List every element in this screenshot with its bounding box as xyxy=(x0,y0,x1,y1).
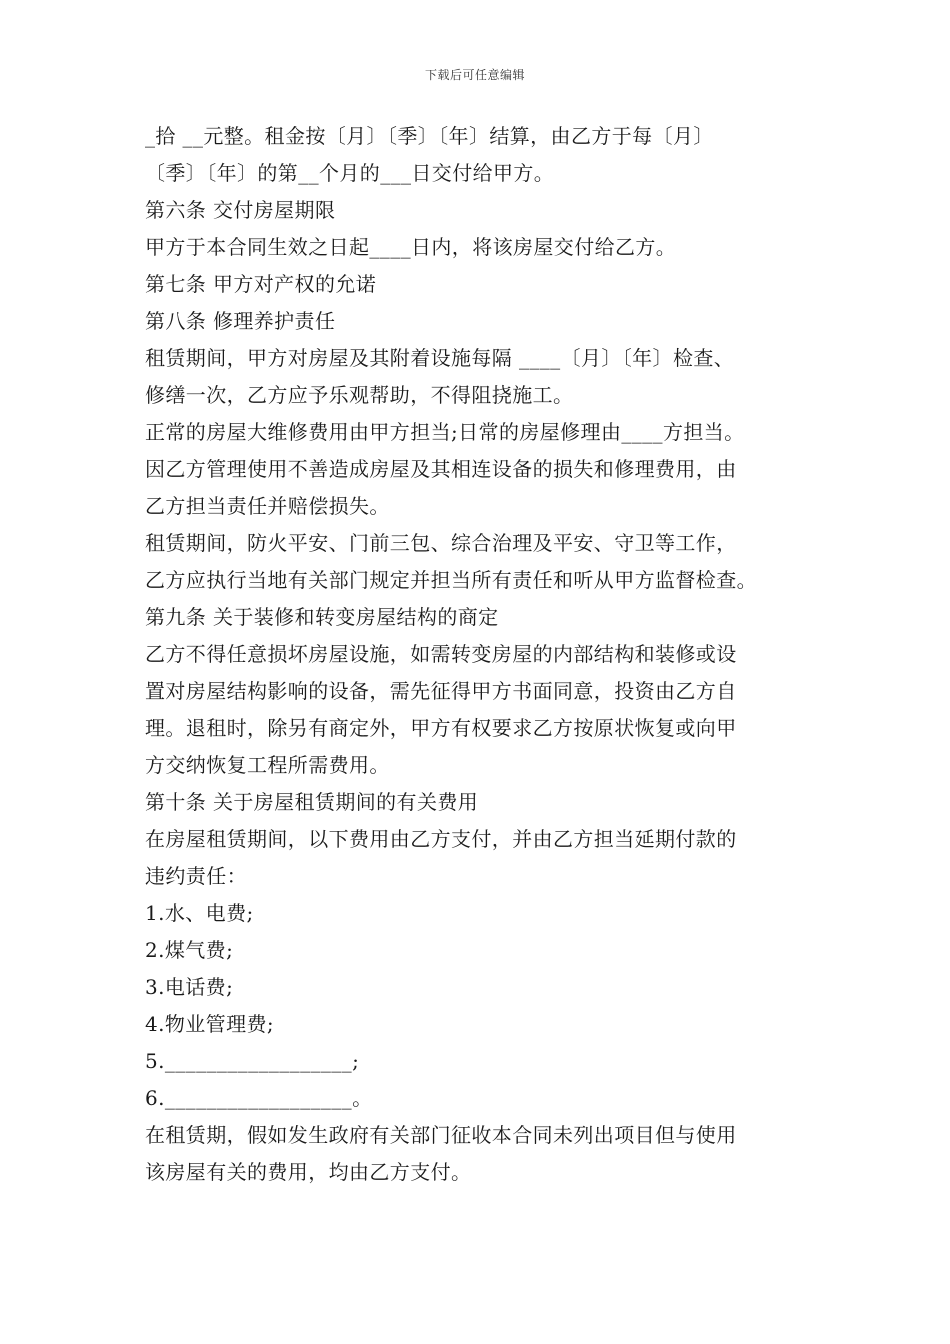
text-line: 租赁期间，防火平安、门前三包、综合治理及平安、守卫等工作， xyxy=(145,531,737,555)
text-line: 〔季〕〔年〕的第__个月的___日交付给甲方。 xyxy=(145,161,555,185)
list-item: 5.__________________; xyxy=(145,1049,360,1073)
text-line: 乙方应执行当地有关部门规定并担当所有责任和听从甲方监督检查。 xyxy=(145,568,757,592)
text-line: _拾 __元整。租金按〔月〕〔季〕〔年〕结算，由乙方于每〔月〕 xyxy=(145,124,714,148)
text-line: 置对房屋结构影响的设备，需先征得甲方书面同意，投资由乙方自 xyxy=(145,679,737,703)
list-item: 6.__________________。 xyxy=(145,1086,373,1110)
section-heading: 第九条 关于装修和转变房屋结构的商定 xyxy=(145,605,499,629)
list-item: 2.煤气费; xyxy=(145,938,234,962)
text-line: 违约责任： xyxy=(145,864,247,888)
text-line: 正常的房屋大维修费用由甲方担当;日常的房屋修理由____方担当。 xyxy=(145,420,745,444)
section-heading: 第七条 甲方对产权的允诺 xyxy=(145,272,377,296)
text-line: 甲方于本合同生效之日起____日内，将该房屋交付给乙方。 xyxy=(145,235,677,259)
text-line: 租赁期间，甲方对房屋及其附着设施每隔 ____〔月〕〔年〕检查、 xyxy=(145,346,735,370)
text-line: 在房屋租赁期间，以下费用由乙方支付，并由乙方担当延期付款的 xyxy=(145,827,737,851)
text-line: 方交纳恢复工程所需费用。 xyxy=(145,753,390,777)
text-line: 修缮一次，乙方应予乐观帮助，不得阻挠施工。 xyxy=(145,383,574,407)
text-line: 乙方不得任意损坏房屋设施，如需转变房屋的内部结构和装修或设 xyxy=(145,642,737,666)
section-heading: 第十条 关于房屋租赁期间的有关费用 xyxy=(145,790,479,814)
text-line: 因乙方管理使用不善造成房屋及其相连设备的损失和修理费用，由 xyxy=(145,457,737,481)
text-line: 乙方担当责任并赔偿损失。 xyxy=(145,494,390,518)
section-heading: 第六条 交付房屋期限 xyxy=(145,198,336,222)
list-item: 1.水、电费; xyxy=(145,901,254,925)
page-header-note: 下载后可任意编辑 xyxy=(424,68,525,82)
list-item: 4.物业管理费; xyxy=(145,1012,275,1036)
text-line: 理。退租时，除另有商定外，甲方有权要求乙方按原状恢复或向甲 xyxy=(145,716,737,740)
text-line: 该房屋有关的费用，均由乙方支付。 xyxy=(145,1160,472,1184)
list-item: 3.电话费; xyxy=(145,975,234,999)
section-heading: 第八条 修理养护责任 xyxy=(145,309,336,333)
text-line: 在租赁期，假如发生政府有关部门征收本合同未列出项目但与使用 xyxy=(145,1123,737,1147)
document-body xyxy=(145,118,810,1191)
